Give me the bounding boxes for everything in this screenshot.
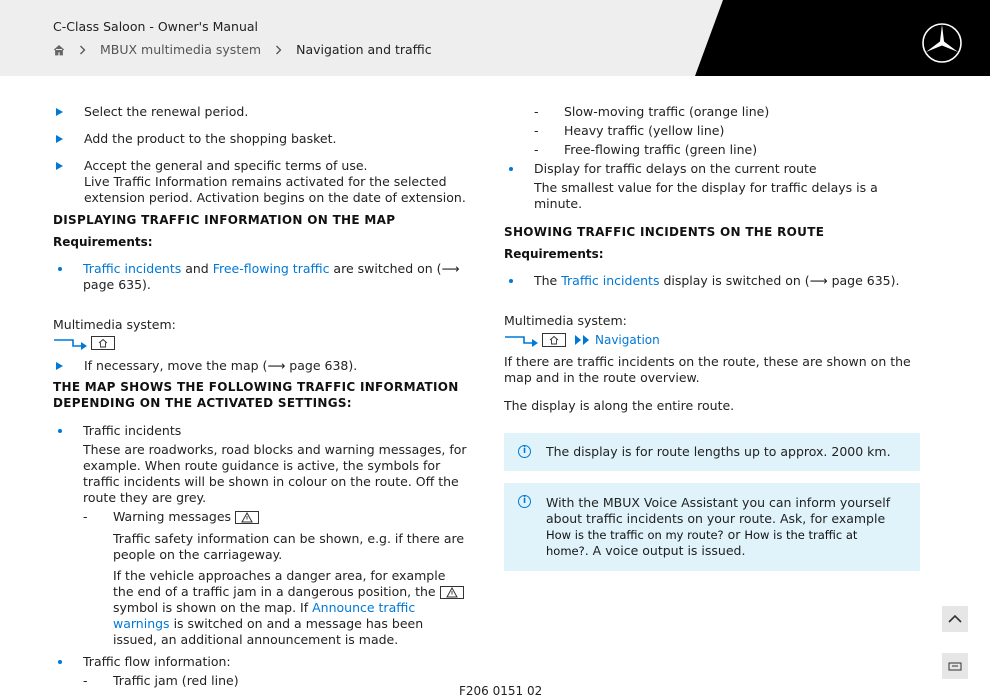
link-traffic-incidents[interactable]: Traffic incidents xyxy=(83,261,182,276)
bullet-icon xyxy=(58,660,62,664)
home-button-icon xyxy=(542,333,566,347)
home-icon[interactable] xyxy=(53,44,65,56)
activation-note: Live Traffic Information remains activated for the selected extension period. Activation begins on the date of extension. xyxy=(84,174,466,205)
bullet-icon xyxy=(58,429,62,433)
download-icon xyxy=(942,653,968,679)
requirements-label: Requirements: xyxy=(53,235,153,249)
warning-triangle-icon xyxy=(440,586,464,599)
info-icon: i xyxy=(518,495,531,508)
download-button[interactable] xyxy=(942,653,968,679)
list-item-traffic-flow: Traffic flow information: - Traffic jam (red line) xyxy=(53,654,468,689)
info-icon: i xyxy=(518,445,531,458)
list-item-heavy: - Heavy traffic (yellow line) xyxy=(534,123,725,138)
menu-path-arrow-icon xyxy=(504,333,540,347)
double-chevron-icon xyxy=(574,334,592,346)
info-box-voice-assistant: i With the MBUX Voice Assistant you can inform yourself about traffic incidents on your route. Ask, for example How is the traffic on my route? or How is the traffic at home?. A voice output is issued. xyxy=(504,483,920,571)
multimedia-system-label: Multimedia system: xyxy=(504,313,627,328)
step-item: Accept the general and specific terms of use. Live Traffic Information remains activated for the selected extension period. Activation begins on the date of extension. xyxy=(53,158,468,206)
step-arrow-icon xyxy=(56,135,63,143)
menu-path-icons xyxy=(53,336,468,350)
list-item-slow-moving: - Slow-moving traffic (orange line) xyxy=(534,104,770,119)
breadcrumb-item-mbux[interactable]: MBUX multimedia system xyxy=(100,42,262,57)
list-item-traffic-incidents: Traffic incidents These are roadworks, road blocks and warning messages, for example. When route guidance is active, the symbols for traffic incidents will be shown in colour on the route. Off the route they are grey. - Warning messages Traffic safety information can be shown, e.g. if there are people on the carriageway. If the vehicle approaches a danger area, for example the end of a traffic jam in a dangerous position, the symbol is shown on the map. If Announce traffic warnings is switched on and a message has been issued, an additional announcement is made. xyxy=(53,423,468,648)
link-free-flowing-traffic[interactable]: Free-flowing traffic xyxy=(212,261,330,276)
footer-code: F206 0151 02 xyxy=(459,684,543,698)
bullet-icon xyxy=(509,279,513,283)
info-box-route-length: i The display is for route lengths up to approx. 2000 km. xyxy=(504,433,920,471)
chevron-right-icon xyxy=(275,45,282,55)
link-navigation[interactable]: Navigation xyxy=(595,333,660,347)
page-header xyxy=(0,0,990,76)
step-arrow-icon xyxy=(56,362,63,370)
list-item-delays: Display for traffic delays on the current route The smallest value for the display for traffic delays is a minute. xyxy=(504,161,920,212)
chevron-up-icon xyxy=(942,606,968,632)
route-paragraph: If there are traffic incidents on the route, these are shown on the map and in the route overview. xyxy=(504,354,911,385)
requirement-item: Traffic incidents and Free-flowing traffic are switched on (⟶ page 635). xyxy=(53,261,468,293)
voice-command-1: How is the traffic on my route? xyxy=(546,528,724,542)
step-item: If necessary, move the map (⟶ page 638). xyxy=(53,358,468,374)
section-heading-display: DISPLAYING TRAFFIC INFORMATION ON THE MAP xyxy=(53,213,396,227)
step-arrow-icon xyxy=(56,162,63,170)
left-column xyxy=(53,104,468,692)
list-item-free-flowing: - Free-flowing traffic (green line) xyxy=(534,142,758,157)
list-item-traffic-jam: - Traffic jam (red line) xyxy=(83,673,239,688)
requirements-label: Requirements: xyxy=(504,247,604,261)
step-arrow-icon xyxy=(56,108,63,116)
home-button-icon xyxy=(91,336,115,350)
step-item: Add the product to the shopping basket. xyxy=(53,131,468,147)
right-column xyxy=(504,104,920,571)
document-title: C-Class Saloon - Owner's Manual xyxy=(53,19,258,34)
link-announce-traffic-warnings[interactable]: Announce traffic warnings xyxy=(113,600,416,631)
step-item: Select the renewal period. xyxy=(53,104,468,120)
link-traffic-incidents[interactable]: Traffic incidents xyxy=(561,273,660,288)
menu-path-arrow-icon xyxy=(53,336,89,350)
multimedia-system-label: Multimedia system: xyxy=(53,317,176,332)
bullet-icon xyxy=(509,167,513,171)
section-heading-showing: SHOWING TRAFFIC INCIDENTS ON THE ROUTE xyxy=(504,225,825,239)
warning-triangle-icon xyxy=(235,511,259,524)
along-paragraph: The display is along the entire route. xyxy=(504,398,735,413)
section-heading-map-shows: THE MAP SHOWS THE FOLLOWING TRAFFIC INFORMATION DEPENDING ON THE ACTIVATED SETTINGS: xyxy=(53,380,459,410)
voice-command-2: How is the traffic at home? xyxy=(546,528,858,558)
bullet-icon xyxy=(58,267,62,271)
menu-path-icons xyxy=(504,332,920,348)
breadcrumb xyxy=(53,42,432,57)
list-item-warning-messages: - Warning messages Traffic safety information can be shown, e.g. if there are people on the carriageway. If the vehicle approaches a danger area, for example the end of a traffic jam in a dangerous position, the symbol is shown on the map. If Announce traffic warnings is switched on and a message has been issued, an additional announcement is made. xyxy=(83,509,465,647)
breadcrumb-item-current: Navigation and traffic xyxy=(296,42,432,57)
mercedes-star-logo xyxy=(921,22,963,64)
chevron-right-icon xyxy=(79,45,86,55)
back-to-top-button[interactable] xyxy=(942,606,968,632)
requirement-item: The Traffic incidents display is switched on (⟶ page 635). xyxy=(504,273,920,289)
